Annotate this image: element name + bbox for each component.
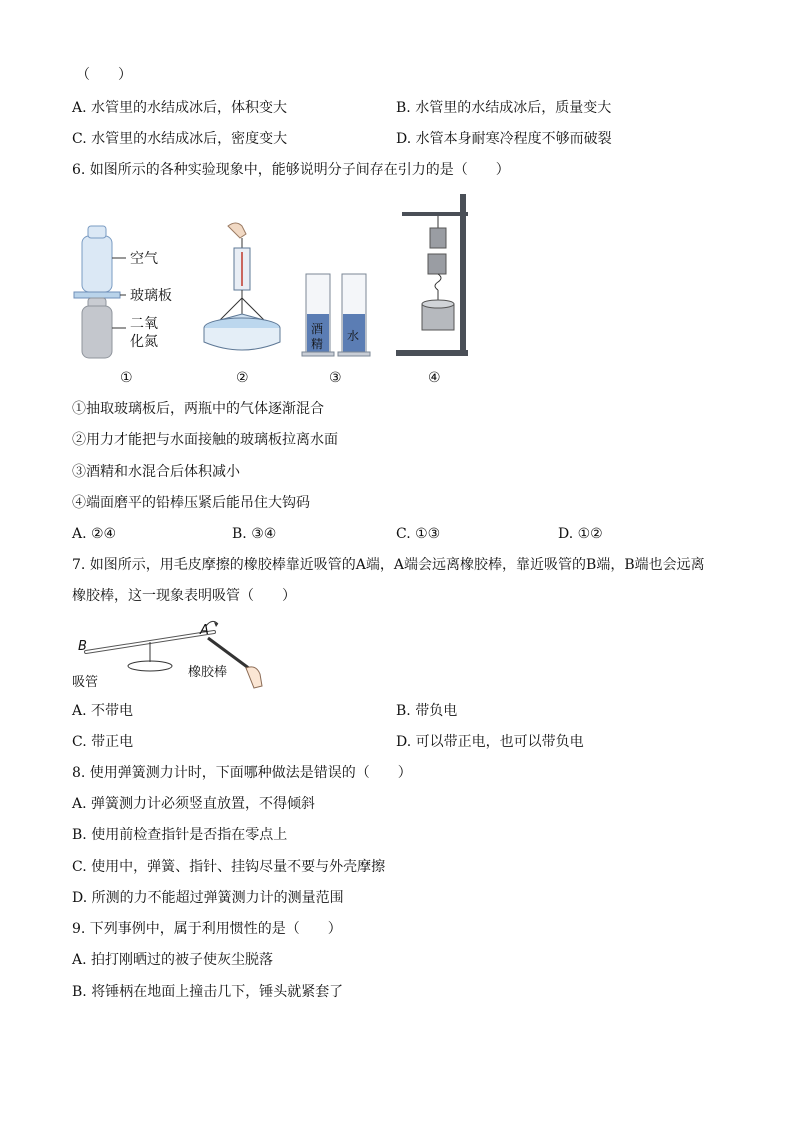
q6-statement-2: ②用力才能把与水面接触的玻璃板拉离水面 bbox=[72, 432, 338, 448]
q7-stem-line1: 7. 如图所示，用毛皮摩擦的橡胶棒靠近吸管的A端，A端会远离橡胶棒，靠近吸管的B端，B端也会远离 bbox=[72, 557, 705, 573]
spring-scale-water-figure bbox=[204, 223, 280, 350]
label-water: 水 bbox=[347, 329, 360, 343]
q5-option-c: C. 水管里的水结成冰后，密度变大 bbox=[72, 131, 288, 147]
q8-option-c: C. 使用中，弹簧、指针、挂钩尽量不要与外壳摩擦 bbox=[72, 859, 386, 875]
q7-figure bbox=[70, 612, 270, 692]
q6-statement-1: ①抽取玻璃板后，两瓶中的气体逐渐混合 bbox=[72, 401, 324, 417]
label-air: 空气 bbox=[130, 251, 158, 267]
q6-option-b: B. ③④ bbox=[232, 526, 277, 542]
label-end-b: B bbox=[78, 639, 87, 654]
q5-option-b: B. 水管里的水结成冰后，质量变大 bbox=[396, 100, 612, 116]
q5-option-d: D. 水管本身耐寒冷程度不够而破裂 bbox=[396, 131, 612, 147]
label-straw: 吸管 bbox=[72, 675, 99, 690]
q6-stem: 6. 如图所示的各种实验现象中，能够说明分子间存在引力的是（ ） bbox=[72, 162, 510, 178]
label-no2-line2: 化氮 bbox=[130, 334, 158, 350]
caption-fig2: ② bbox=[236, 370, 249, 386]
lead-bars-stand-figure bbox=[396, 194, 468, 356]
q6-option-c: C. ①③ bbox=[396, 526, 441, 542]
q9-option-a: A. 拍打刚晒过的被子使灰尘脱落 bbox=[72, 952, 274, 968]
q7-option-b: B. 带负电 bbox=[396, 703, 458, 719]
q7-stem-line2: 橡胶棒，这一现象表明吸管（ ） bbox=[72, 588, 296, 604]
q7-option-d: D. 可以带正电，也可以带负电 bbox=[396, 734, 584, 750]
diffusion-jars-figure bbox=[74, 226, 172, 358]
q6-statement-4: ④端面磨平的铅棒压紧后能吊住大钩码 bbox=[72, 495, 310, 511]
q5-option-a: A. 水管里的水结成冰后，体积变大 bbox=[72, 100, 288, 116]
label-alcohol-line1: 酒 bbox=[311, 322, 324, 336]
q7-option-a: A. 不带电 bbox=[72, 703, 134, 719]
q5-stem-tail: （ ） bbox=[76, 67, 132, 83]
q6-option-d: D. ①② bbox=[558, 526, 603, 542]
q6-figure bbox=[70, 188, 490, 388]
label-end-a: A bbox=[200, 623, 209, 638]
caption-fig4: ④ bbox=[428, 370, 441, 386]
caption-fig1: ① bbox=[120, 370, 133, 386]
q9-stem: 9. 下列事例中，属于利用惯性的是（ ） bbox=[72, 921, 342, 937]
q9-option-b: B. 将锤柄在地面上撞击几下，锤头就紧套了 bbox=[72, 984, 344, 1000]
label-rubber-rod: 橡胶棒 bbox=[188, 665, 228, 680]
caption-fig3: ③ bbox=[329, 370, 342, 386]
q8-option-b: B. 使用前检查指针是否指在零点上 bbox=[72, 827, 288, 843]
q7-option-c: C. 带正电 bbox=[72, 734, 134, 750]
q8-stem: 8. 使用弹簧测力计时，下面哪种做法是错误的（ ） bbox=[72, 765, 412, 781]
q6-option-a: A. ②④ bbox=[72, 526, 117, 542]
graduated-cylinders-figure bbox=[302, 274, 370, 356]
label-glass-plate: 玻璃板 bbox=[130, 288, 172, 304]
q6-statement-3: ③酒精和水混合后体积减小 bbox=[72, 464, 240, 480]
label-alcohol-line2: 精 bbox=[311, 337, 324, 351]
q8-option-d: D. 所测的力不能超过弹簧测力计的测量范围 bbox=[72, 890, 344, 906]
q8-option-a: A. 弹簧测力计必须竖直放置，不得倾斜 bbox=[72, 796, 316, 812]
label-no2-line1: 二氧 bbox=[130, 316, 158, 332]
